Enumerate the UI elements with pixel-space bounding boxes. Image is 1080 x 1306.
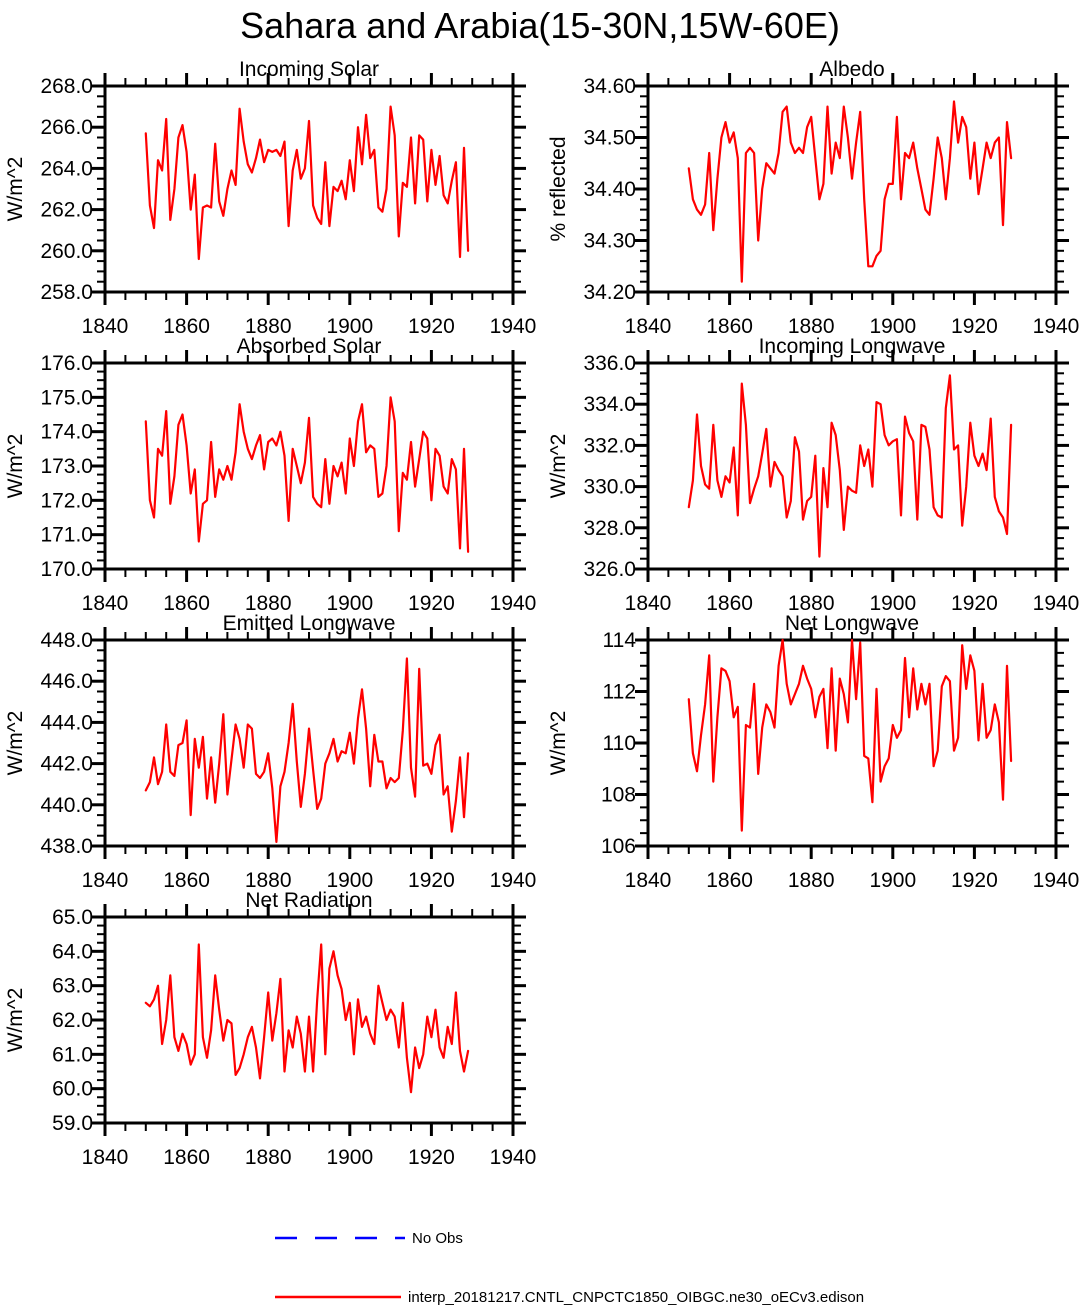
series-line-incoming-longwave — [689, 375, 1011, 556]
x-tick-label: 1880 — [787, 869, 835, 892]
series-line-absorbed-solar — [146, 397, 468, 552]
y-tick-label: 60.0 — [52, 1077, 93, 1101]
y-tick-label: 332.0 — [583, 434, 636, 458]
y-tick-label: 172.0 — [40, 489, 93, 513]
series-line-emitted-longwave — [146, 659, 468, 842]
x-tick-label: 1880 — [787, 592, 835, 615]
x-tick-label: 1940 — [489, 869, 537, 892]
chart-title: Emitted Longwave — [222, 612, 396, 635]
model-run-label: interp_20181217.CNTL_CNPCTC1850_OIBGC.ne30_oECv3.edison — [408, 1288, 865, 1306]
series-line-net-longwave — [689, 640, 1011, 831]
x-tick-label: 1940 — [1032, 592, 1080, 615]
y-tick-label: 328.0 — [583, 516, 636, 540]
x-tick-label: 1920 — [408, 315, 455, 338]
series-line-incoming-solar — [146, 107, 468, 259]
chart-title: Net Radiation — [245, 889, 373, 912]
y-axis-label: W/m^2 — [547, 433, 570, 499]
chart-emitted-longwave — [4, 612, 536, 892]
y-tick-label: 174.0 — [40, 420, 93, 444]
x-tick-label: 1860 — [163, 869, 210, 892]
y-tick-label: 34.30 — [583, 229, 636, 253]
y-tick-label: 258.0 — [40, 281, 93, 304]
x-tick-label: 1880 — [244, 592, 292, 615]
chart-absorbed-solar — [4, 335, 536, 615]
x-tick-label: 1860 — [706, 592, 753, 615]
y-tick-label: 326.0 — [583, 558, 636, 581]
x-tick-label: 1920 — [408, 592, 455, 615]
x-tick-label: 1860 — [163, 592, 210, 615]
x-tick-label: 1920 — [951, 315, 998, 338]
x-tick-label: 1900 — [326, 869, 374, 892]
x-tick-label: 1900 — [326, 592, 374, 615]
page-title: Sahara and Arabia(15-30N,15W-60E) — [240, 5, 840, 46]
x-tick-label: 1880 — [787, 315, 835, 338]
y-tick-label: 61.0 — [52, 1043, 93, 1067]
x-tick-label: 1860 — [706, 315, 753, 338]
y-tick-label: 442.0 — [40, 752, 93, 776]
y-tick-label: 114 — [602, 629, 636, 652]
y-axis-label: W/m^2 — [4, 710, 27, 776]
x-tick-label: 1840 — [81, 592, 129, 615]
x-tick-label: 1920 — [951, 592, 998, 615]
chart-title: Incoming Solar — [238, 58, 380, 81]
x-tick-label: 1880 — [244, 1146, 292, 1169]
y-tick-label: 173.0 — [40, 455, 93, 478]
x-tick-label: 1940 — [1032, 315, 1080, 338]
x-tick-label: 1940 — [489, 1146, 537, 1169]
chart-incoming-solar — [4, 58, 536, 338]
plot-frame — [648, 86, 1056, 292]
y-axis-label: % reflected — [547, 136, 570, 242]
y-tick-label: 336.0 — [583, 352, 636, 375]
x-tick-label: 1940 — [1032, 869, 1080, 892]
y-tick-label: 262.0 — [40, 198, 93, 222]
chart-net-longwave — [547, 612, 1079, 892]
x-tick-label: 1840 — [81, 315, 129, 338]
y-tick-label: 444.0 — [40, 711, 93, 735]
y-tick-label: 264.0 — [40, 157, 93, 181]
chart-incoming-longwave — [547, 335, 1079, 615]
x-tick-label: 1840 — [81, 1146, 129, 1169]
y-tick-label: 65.0 — [52, 906, 93, 929]
x-tick-label: 1900 — [869, 869, 917, 892]
x-tick-label: 1900 — [326, 315, 374, 338]
y-tick-label: 266.0 — [40, 116, 93, 140]
x-tick-label: 1840 — [81, 869, 129, 892]
y-tick-label: 268.0 — [40, 75, 93, 98]
no-obs-line — [275, 1234, 405, 1242]
x-tick-label: 1900 — [326, 1146, 374, 1169]
legend-item-no-obs — [275, 1230, 463, 1246]
series-line-albedo — [689, 102, 1011, 282]
y-tick-label: 171.0 — [40, 523, 93, 547]
y-axis-label: W/m^2 — [547, 710, 570, 776]
chart-title: Incoming Longwave — [758, 335, 946, 358]
x-tick-label: 1920 — [408, 1146, 455, 1169]
plot-frame — [105, 640, 513, 846]
x-tick-label: 1920 — [408, 869, 455, 892]
y-tick-label: 34.40 — [583, 178, 636, 201]
y-tick-label: 112 — [602, 680, 636, 704]
y-tick-label: 110 — [602, 732, 636, 755]
y-tick-label: 330.0 — [583, 475, 636, 499]
chart-albedo — [547, 58, 1079, 338]
y-tick-label: 62.0 — [52, 1009, 93, 1032]
y-tick-label: 34.50 — [583, 126, 636, 150]
chart-title: Absorbed Solar — [236, 335, 382, 358]
y-tick-label: 260.0 — [40, 239, 93, 263]
x-tick-label: 1840 — [624, 869, 672, 892]
x-tick-label: 1840 — [624, 592, 672, 615]
y-tick-label: 64.0 — [52, 940, 93, 964]
y-axis-label: W/m^2 — [4, 156, 27, 222]
y-tick-label: 34.60 — [583, 75, 636, 98]
x-tick-label: 1840 — [624, 315, 672, 338]
model-run-line — [275, 1293, 401, 1301]
y-axis-label: W/m^2 — [4, 987, 27, 1053]
chart-net-radiation — [4, 889, 536, 1169]
y-tick-label: 170.0 — [40, 558, 93, 581]
y-tick-label: 106 — [600, 835, 636, 858]
plot-frame — [105, 86, 513, 292]
y-tick-label: 63.0 — [52, 974, 93, 998]
x-tick-label: 1860 — [163, 315, 210, 338]
legend-item-model-run — [275, 1289, 864, 1305]
x-tick-label: 1860 — [163, 1146, 210, 1169]
x-tick-label: 1940 — [489, 592, 537, 615]
chart-title: Net Longwave — [784, 612, 920, 635]
x-tick-label: 1900 — [869, 315, 917, 338]
x-tick-label: 1940 — [489, 315, 537, 338]
y-tick-label: 334.0 — [583, 393, 636, 417]
x-tick-label: 1860 — [706, 869, 753, 892]
series-line-net-radiation — [146, 945, 468, 1093]
y-tick-label: 59.0 — [52, 1112, 93, 1135]
y-tick-label: 34.20 — [583, 281, 636, 304]
x-tick-label: 1920 — [951, 869, 998, 892]
y-axis-label: W/m^2 — [4, 433, 27, 499]
y-tick-label: 175.0 — [40, 386, 93, 410]
y-tick-label: 176.0 — [40, 352, 93, 375]
chart-title: Albedo — [819, 58, 885, 81]
y-tick-label: 446.0 — [40, 670, 93, 694]
y-tick-label: 438.0 — [40, 835, 93, 858]
x-tick-label: 1880 — [244, 869, 292, 892]
x-tick-label: 1880 — [244, 315, 292, 338]
y-tick-label: 108 — [600, 783, 636, 807]
y-tick-label: 440.0 — [40, 793, 93, 817]
x-tick-label: 1900 — [869, 592, 917, 615]
y-tick-label: 448.0 — [40, 629, 93, 652]
no-obs-label: No Obs — [412, 1229, 463, 1247]
plot-frame — [648, 363, 1056, 569]
